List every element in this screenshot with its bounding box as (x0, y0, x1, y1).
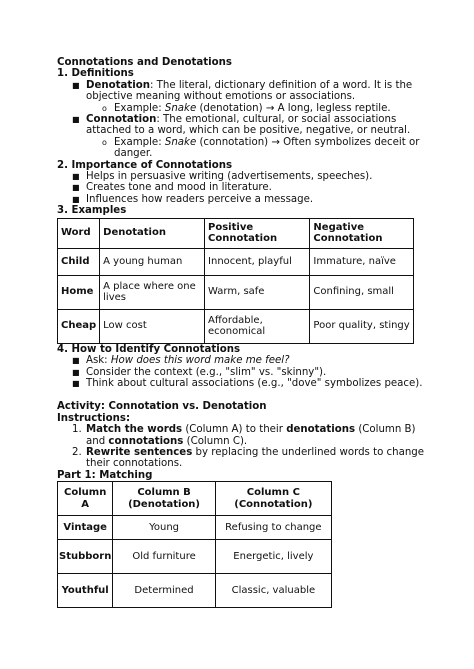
table-row (58, 248, 414, 275)
definition-connotation (57, 114, 419, 137)
table-row (58, 540, 332, 574)
table-cell: Determined (113, 574, 215, 608)
instruction-1 (57, 424, 419, 447)
list-item-text: Consider the context (e.g., "slim" vs. "skinny"). (86, 366, 327, 378)
bullet-icon: ■ (72, 367, 80, 377)
table-row (58, 574, 332, 608)
table-cell: A place where one lives (100, 275, 205, 309)
instruction-bold: connotations (108, 435, 184, 447)
table-cell: Cheap (58, 309, 100, 343)
table-cell: Immature, naïve (310, 248, 414, 275)
list-number: 2. (72, 446, 82, 458)
list-item (57, 171, 419, 182)
ask-prefix: Ask: (86, 355, 111, 367)
bullet-icon: ■ (72, 378, 80, 388)
example-text: (denotation) → A long, legless reptile. (196, 102, 391, 114)
bullet-icon: ■ (72, 172, 80, 182)
table-row (58, 275, 414, 309)
table-header: Negative Connotation (310, 218, 414, 248)
term-denotation: Denotation (86, 79, 150, 91)
table-cell: Classic, valuable (215, 574, 331, 608)
activity-title: Activity: Connotation vs. Denotation (57, 401, 267, 413)
instruction-bold: Match the words (86, 424, 183, 436)
list-item (57, 355, 419, 366)
instruction-text: (Column C). (183, 435, 248, 447)
table-row (58, 516, 332, 540)
table-header-row (58, 218, 414, 248)
example-prefix: Example: (114, 102, 165, 114)
instruction-text: by replacing the underlined words to change (192, 446, 425, 458)
denotation-def-line2: objective meaning without emotions or associations. (86, 91, 356, 103)
connotation-example (57, 137, 419, 160)
list-item (57, 194, 419, 205)
instruction-text: their connotations. (86, 458, 183, 470)
example-word: Snake (164, 136, 197, 148)
table-header: Column A (58, 482, 113, 516)
example-prefix: Example: (114, 136, 165, 148)
part1-heading: Part 1: Matching (57, 469, 153, 481)
list-item (57, 367, 419, 378)
examples-table (57, 218, 414, 344)
bullet-icon: ■ (72, 356, 80, 366)
circle-bullet-icon: o (102, 137, 107, 147)
list-item-text: Creates tone and mood in literature. (86, 182, 272, 194)
section-examples-heading: 3. Examples (57, 205, 127, 217)
bullet-icon: ■ (72, 194, 80, 204)
example-text-line2: danger. (114, 148, 153, 160)
instruction-text: (Column B) (355, 424, 416, 436)
table-cell: Youthful (58, 574, 113, 608)
table-cell: A young human (100, 248, 205, 275)
denotation-example (57, 103, 419, 114)
bullet-icon: ■ (72, 80, 80, 90)
instruction-bold: denotations (286, 424, 356, 436)
list-item (57, 377, 423, 389)
table-cell: Affordable, economical (205, 309, 310, 343)
table-cell: Stubborn (58, 540, 113, 574)
table-cell: Child (58, 248, 100, 275)
example-word: Snake (164, 102, 197, 114)
table-header: Denotation (100, 218, 205, 248)
table-cell: Low cost (100, 309, 205, 343)
definition-denotation (57, 80, 419, 103)
section-identify-heading: 4. How to Identify Connotations (57, 343, 241, 355)
table-cell: Innocent, playful (205, 248, 310, 275)
ask-question: How does this word make me feel? (110, 355, 290, 367)
list-item-text: Influences how readers perceive a message. (86, 193, 314, 205)
denotation-def-line1: : The literal, dictionary definition of a word. It is the (149, 79, 413, 91)
document-page (57, 57, 425, 608)
section-definitions-heading: 1. Definitions (57, 68, 134, 80)
connotation-def-line2: attached to a word, which can be positive, negative, or neutral. (86, 125, 411, 137)
instruction-text: and (86, 435, 109, 447)
instruction-2 (57, 446, 425, 470)
instructions-heading: Instructions: (57, 412, 131, 424)
table-header: Column B (Denotation) (113, 482, 215, 516)
bullet-icon: ■ (72, 183, 80, 193)
table-header: Column C (Connotation) (215, 482, 331, 516)
list-item-text: Helps in persuasive writing (advertisements, speeches). (86, 171, 373, 183)
table-cell: Vintage (58, 516, 113, 540)
list-number: 1. (72, 424, 82, 436)
table-cell: Poor quality, stingy (310, 309, 414, 343)
connotation-def-line1: : The emotional, cultural, or social associations (156, 114, 397, 126)
matching-table (57, 481, 332, 608)
table-header-row (58, 482, 332, 516)
circle-bullet-icon: o (102, 103, 107, 113)
table-header: Positive Connotation (205, 218, 310, 248)
table-cell: Refusing to change (215, 516, 331, 540)
table-cell: Energetic, lively (215, 540, 331, 574)
list-item (57, 182, 419, 193)
term-connotation: Connotation (86, 114, 157, 126)
example-text: (connotation) → Often symbolizes deceit or (196, 136, 420, 148)
table-row (58, 309, 414, 343)
table-cell: Warm, safe (205, 275, 310, 309)
table-cell: Confining, small (310, 275, 414, 309)
bullet-icon: ■ (72, 115, 80, 125)
table-cell: Young (113, 516, 215, 540)
instruction-bold: Rewrite sentences (86, 446, 193, 458)
table-header: Word (58, 218, 100, 248)
section-importance-heading: 2. Importance of Connotations (57, 159, 233, 171)
instruction-text: (Column A) to their (182, 424, 287, 436)
doc-title: Connotations and Denotations (57, 57, 232, 68)
table-cell: Old furniture (113, 540, 215, 574)
table-cell: Home (58, 275, 100, 309)
list-item-text: Think about cultural associations (e.g., "dove" symbolizes peace). (86, 377, 423, 389)
